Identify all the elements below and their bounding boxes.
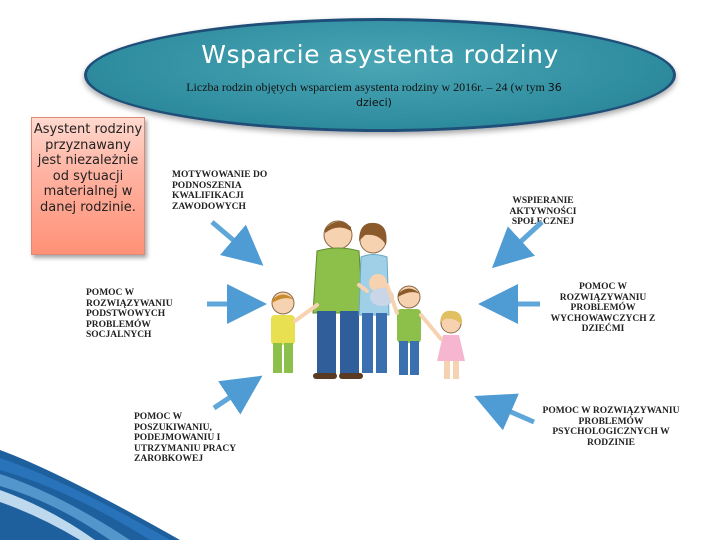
info-callout: Asystent rodziny przyznawany jest niezależnie od sytuacji materialnej w danej rodzinie. (31, 117, 145, 255)
label-psychological: POMOC W ROZWIĄZYWANIU PROBLEMÓW PSYCHOLOGICZNYCH W RODZINIE (542, 406, 680, 448)
arrow-top-left (212, 222, 252, 256)
arrow-bottom-left (214, 384, 250, 408)
girl-figure (437, 311, 465, 379)
subtitle-tail: 36 dzieci) (356, 81, 562, 109)
father-figure (313, 221, 363, 379)
decorative-wave (0, 450, 180, 540)
label-parenting-problems: POMOC W ROZWIĄZYWANIU PROBLEMÓW WYCHOWAWCZYCH Z DZIEĆMI (550, 282, 656, 334)
subtitle-main: Liczba rodzin objętych wsparciem asystenta rodziny w 2016r. – 24 (w tym (186, 80, 545, 94)
boy-left-figure (271, 292, 295, 373)
label-motivation: MOTYWOWANIE DO PODNOSZENIA KWALIFIKACJI ZAWODOWYCH (172, 170, 268, 212)
label-social-activity: WSPIERANIE AKTYWNOŚCI SPOŁECZNEJ (509, 196, 577, 227)
arrow-top-right (503, 222, 542, 258)
label-employment: POMOC W POSZUKIWANIU, PODEJMOWANIU I UTRZYMANIU PRACY ZAROBKOWEJ (134, 412, 236, 464)
family-illustration (255, 205, 480, 385)
boy-right-figure (397, 286, 421, 375)
label-social-problems: POMOC W ROZWIĄZYWANIU PODSTWOWYCH PROBLEMÓW SOCJALNYCH (86, 288, 173, 340)
page-title: Wsparcie asystenta rodziny (201, 40, 559, 69)
arrow-bottom-right (488, 402, 534, 422)
